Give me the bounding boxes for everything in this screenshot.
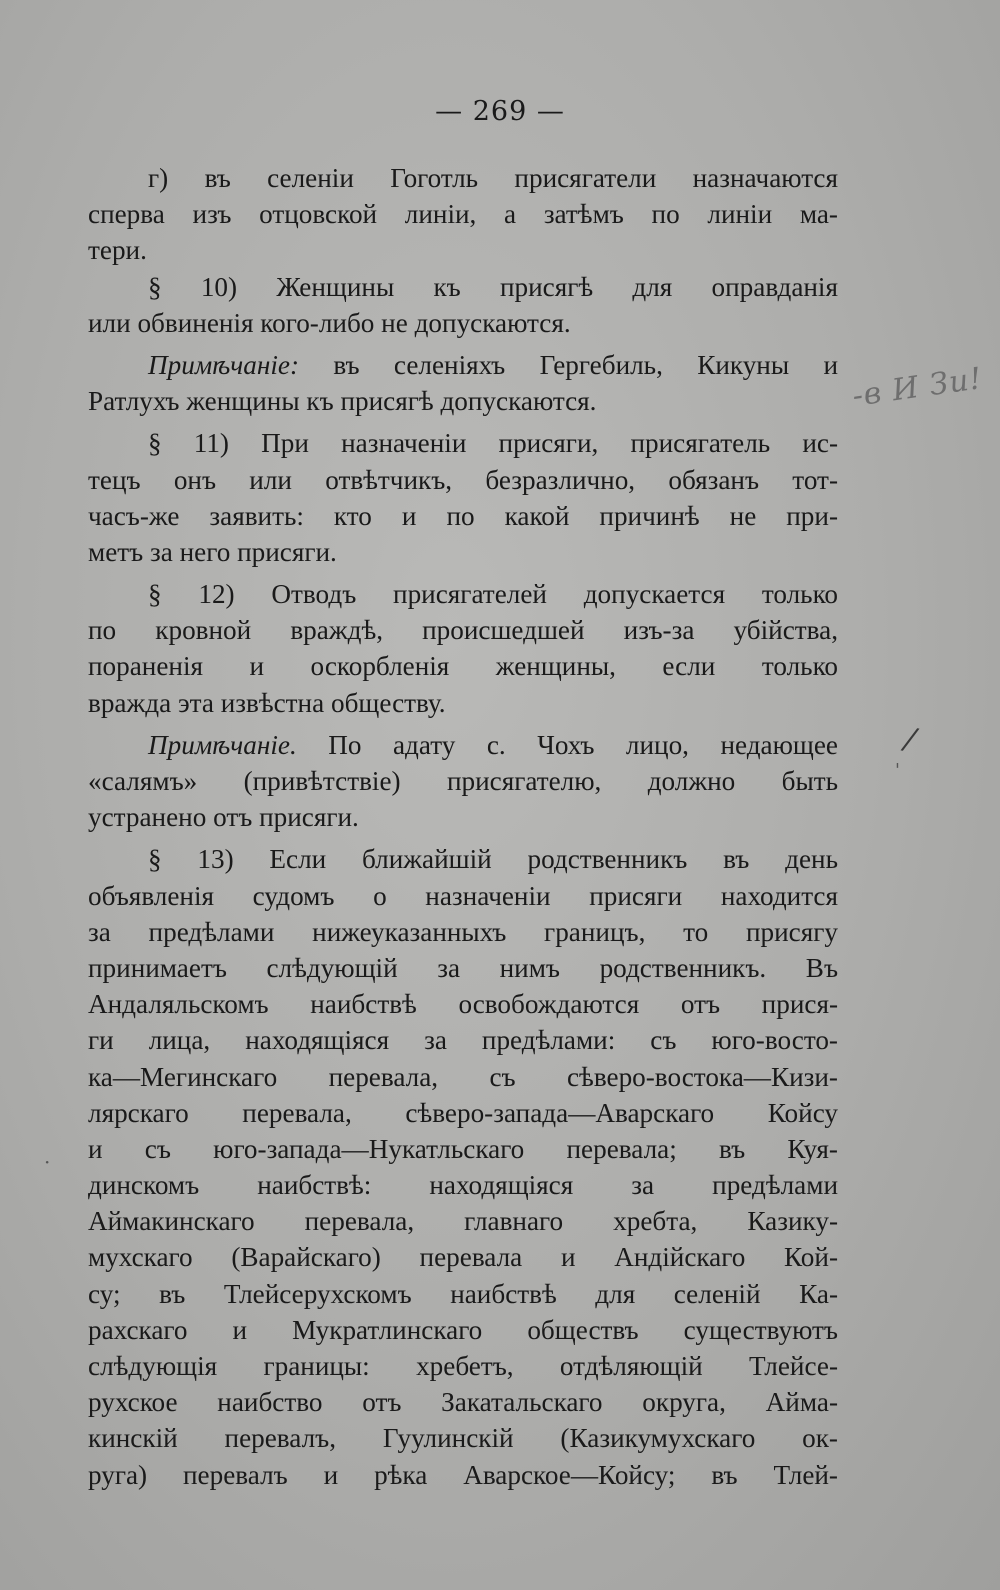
text-line: за предѣлами нижеуказанныхъ границъ, то присягу xyxy=(88,916,838,947)
text-line: сперва изъ отцовской линіи, а затѣмъ по линіи ма- xyxy=(88,199,838,230)
text-line: рухское наибство отъ Закатальскаго округа, Айма- xyxy=(88,1387,838,1418)
handwritten-margin-note: -в И Зи! xyxy=(850,361,985,414)
note-text: По адату с. Чохъ лицо, недающее xyxy=(296,729,838,760)
text-line: § 11) При назначеніи присяги, присягатель ис- xyxy=(148,428,838,459)
text-line: рахскаго и Мукратлинскаго обществъ существуютъ xyxy=(88,1314,838,1345)
text-line: или обвиненія кого-либо не допускаются. xyxy=(88,307,571,338)
text-line: тецъ онъ или отвѣтчикъ, безразлично, обязанъ тот- xyxy=(88,464,838,495)
text-line: объявленія судомъ о назначеніи присяги находится xyxy=(88,880,838,911)
text-line: § 10) Женщины къ присягѣ для оправданія xyxy=(148,271,838,302)
note-label: Примѣчаніе: xyxy=(148,349,300,380)
text-line: динскомъ наибствѣ: находящіяся за предѣлами xyxy=(88,1170,838,1201)
page-number: — 269 — xyxy=(435,96,565,127)
ink-dot: ' xyxy=(895,760,900,781)
text-line: «салямъ» (привѣтствіе) присягателю, должно быть xyxy=(88,766,838,796)
text-line: и съ юго-запада—Нукатльскаго перевала; въ Куя- xyxy=(88,1133,838,1164)
text-line: § 13) Если ближайшій родственникъ въ день xyxy=(148,844,838,875)
text-line: § 12) Отводъ присягателей допускается только xyxy=(148,579,838,610)
text-line: руга) перевалъ и рѣка Аварское—Койсу; въ Тлей- xyxy=(88,1459,838,1490)
note-line xyxy=(88,347,838,383)
text-line: Андаляльскомъ наибствѣ освобождаются отъ прися- xyxy=(88,989,838,1020)
note-label: Примѣчаніе. xyxy=(148,729,297,760)
ink-dot: · xyxy=(44,1150,51,1174)
text-line: вражда эта извѣстна обществу. xyxy=(88,687,446,718)
text-line: тери. xyxy=(88,235,147,266)
text-line: метъ за него присяги. xyxy=(88,536,337,567)
text-line: г) въ селеніи Гоготль присягатели назначаются xyxy=(148,163,838,193)
text-line: лярскаго перевала, сѣверо-запада—Аварскаго Койсу xyxy=(88,1097,838,1128)
text-line: Ратлухъ женщины къ присягѣ допускаются. xyxy=(88,386,597,417)
note-line xyxy=(88,727,838,763)
text-line: кинскій перевалъ, Гуулинскій (Казикумухскаго ок- xyxy=(88,1423,838,1454)
text-line: пораненія и оскорбленія женщины, если только xyxy=(88,651,838,682)
text-line: су; въ Тлейсерухскомъ наибствѣ для селеній Ка- xyxy=(88,1278,838,1309)
text-line: часъ-же заявить: кто и по какой причинѣ не при- xyxy=(88,500,838,531)
text-line: принимаетъ слѣдующій за нимъ родственникъ. Въ xyxy=(88,952,838,983)
text-line: мухскаго (Варайскаго) перевала и Андійскаго Кой- xyxy=(88,1242,838,1273)
text-line: по кровной враждѣ, происшедшей изъ-за убійства, xyxy=(88,615,838,646)
text-line: ка—Мегинскаго перевала, съ сѣверо-востока—Кизи- xyxy=(88,1061,838,1092)
text-line: ги лица, находящіяся за предѣлами: съ юго-восто- xyxy=(88,1025,838,1056)
body-text xyxy=(88,160,838,1493)
text-line: устранено отъ присяги. xyxy=(88,802,359,833)
note-text: въ селеніяхъ Гергебиль, Кикуны и xyxy=(299,349,838,380)
handwritten-margin-mark: / xyxy=(902,721,919,758)
text-line: Аймакинскаго перевала, главнаго хребта, Казику- xyxy=(88,1206,838,1237)
text-line: слѣдующія границы: хребетъ, отдѣляющій Тлейсе- xyxy=(88,1351,838,1381)
